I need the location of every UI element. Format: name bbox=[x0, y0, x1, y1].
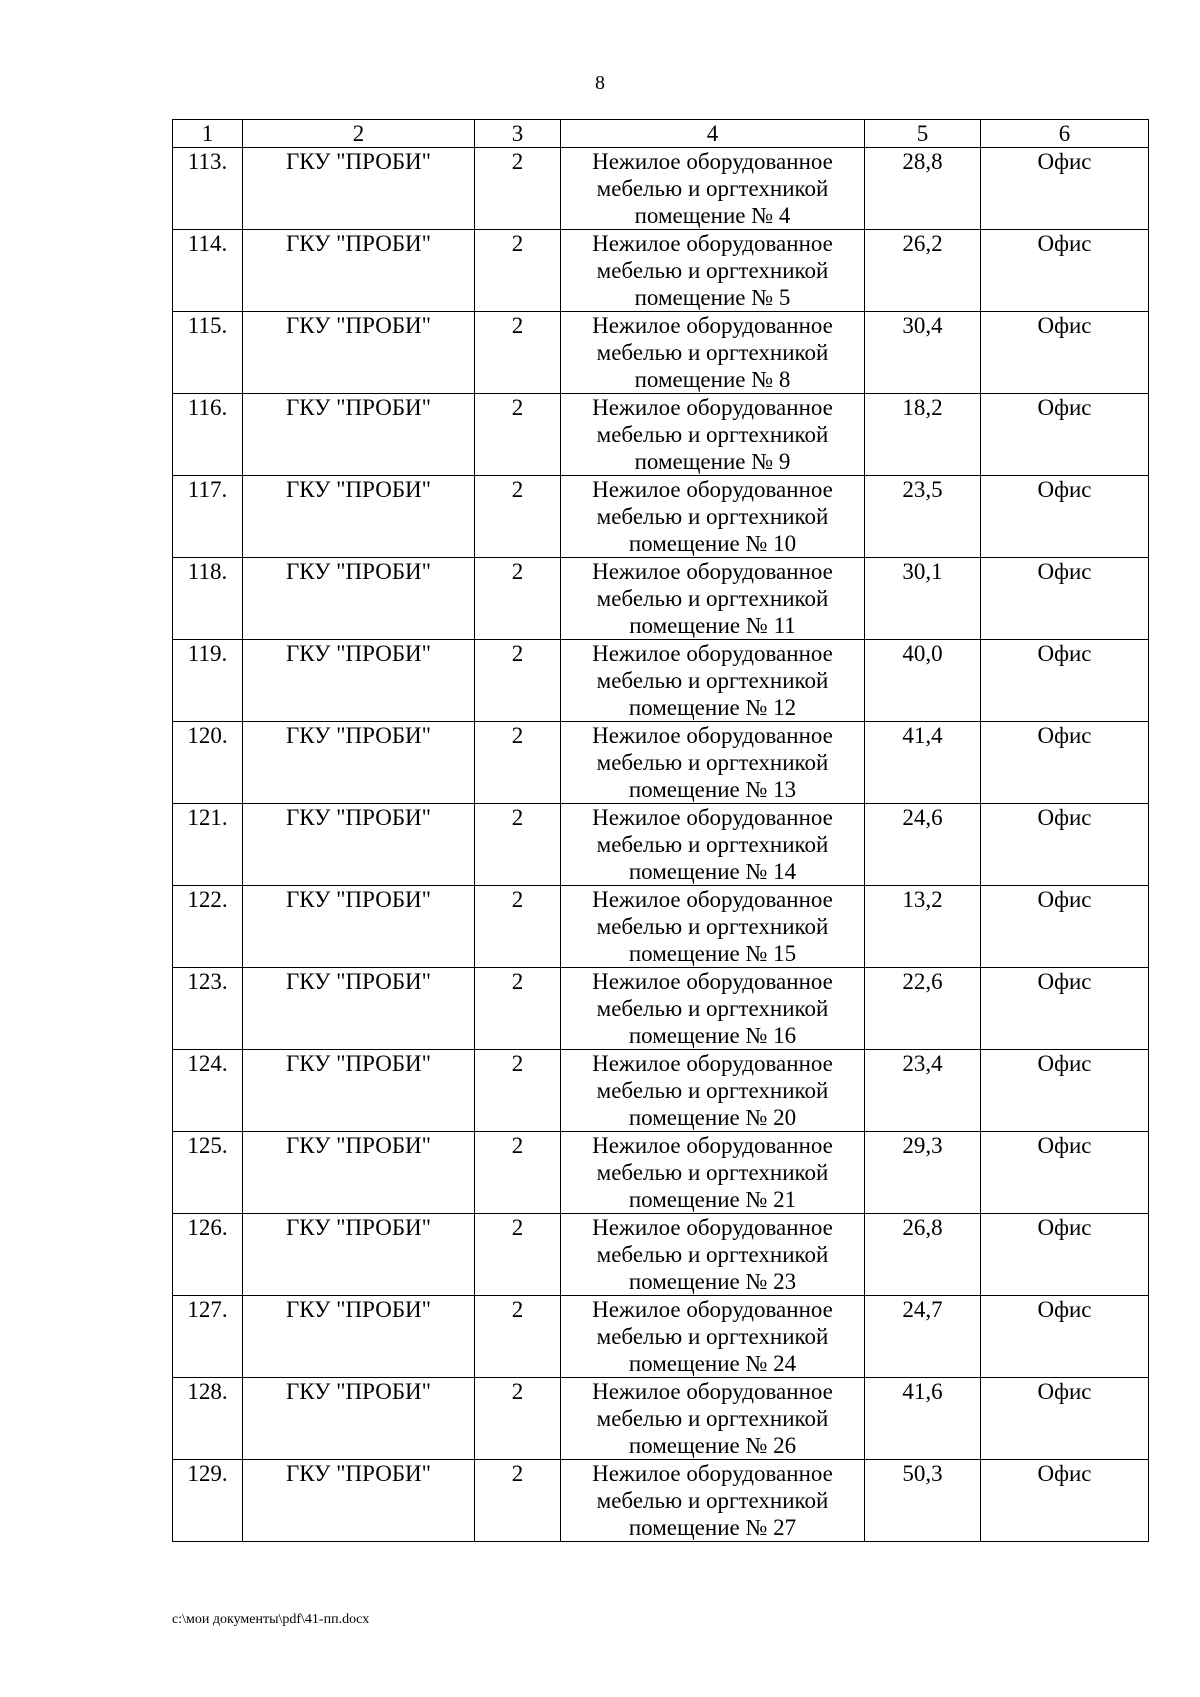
table-row bbox=[173, 640, 1149, 722]
area-cell: 30,4 bbox=[865, 312, 981, 394]
table-row bbox=[173, 558, 1149, 640]
description-line: помещение № 16 bbox=[628, 1023, 797, 1048]
description-line: мебелью и оргтехникой bbox=[596, 1406, 829, 1431]
description-cell bbox=[561, 312, 865, 394]
usage-cell: Офис bbox=[981, 476, 1149, 558]
description-cell bbox=[561, 1132, 865, 1214]
organization-cell: ГКУ "ПРОБИ" bbox=[243, 1214, 475, 1296]
floor-cell: 2 bbox=[475, 230, 561, 312]
area-cell: 23,5 bbox=[865, 476, 981, 558]
description-line: помещение № 10 bbox=[628, 531, 797, 556]
description-cell bbox=[561, 804, 865, 886]
area-cell: 30,1 bbox=[865, 558, 981, 640]
organization-cell: ГКУ "ПРОБИ" bbox=[243, 394, 475, 476]
usage-cell: Офис bbox=[981, 1296, 1149, 1378]
area-cell: 50,3 bbox=[865, 1460, 981, 1542]
description-line: Нежилое оборудованное bbox=[592, 559, 833, 584]
area-cell: 26,8 bbox=[865, 1214, 981, 1296]
area-cell: 24,6 bbox=[865, 804, 981, 886]
page-number: 8 bbox=[595, 72, 605, 94]
description-line: мебелью и оргтехникой bbox=[596, 1242, 829, 1267]
organization-cell: ГКУ "ПРОБИ" bbox=[243, 886, 475, 968]
row-number: 113. bbox=[173, 148, 243, 230]
description-cell bbox=[561, 476, 865, 558]
table-row bbox=[173, 886, 1149, 968]
description-cell bbox=[561, 394, 865, 476]
row-number: 115. bbox=[173, 312, 243, 394]
column-header: 2 bbox=[243, 120, 475, 148]
description-line: Нежилое оборудованное bbox=[592, 1133, 833, 1158]
table-row bbox=[173, 394, 1149, 476]
floor-cell: 2 bbox=[475, 804, 561, 886]
description-line: Нежилое оборудованное bbox=[592, 723, 833, 748]
area-cell: 24,7 bbox=[865, 1296, 981, 1378]
table-row bbox=[173, 1050, 1149, 1132]
table-row bbox=[173, 1214, 1149, 1296]
description-line: помещение № 20 bbox=[628, 1105, 797, 1130]
floor-cell: 2 bbox=[475, 968, 561, 1050]
organization-cell: ГКУ "ПРОБИ" bbox=[243, 1132, 475, 1214]
floor-cell: 2 bbox=[475, 1050, 561, 1132]
description-cell bbox=[561, 722, 865, 804]
area-cell: 41,6 bbox=[865, 1378, 981, 1460]
usage-cell: Офис bbox=[981, 1050, 1149, 1132]
organization-cell: ГКУ "ПРОБИ" bbox=[243, 148, 475, 230]
table-row bbox=[173, 968, 1149, 1050]
description-line: Нежилое оборудованное bbox=[592, 1215, 833, 1240]
usage-cell: Офис bbox=[981, 722, 1149, 804]
organization-cell: ГКУ "ПРОБИ" bbox=[243, 968, 475, 1050]
floor-cell: 2 bbox=[475, 394, 561, 476]
description-line: Нежилое оборудованное bbox=[592, 1051, 833, 1076]
description-line: помещение № 26 bbox=[628, 1433, 797, 1458]
usage-cell: Офис bbox=[981, 804, 1149, 886]
row-number: 128. bbox=[173, 1378, 243, 1460]
usage-cell: Офис bbox=[981, 148, 1149, 230]
description-line: мебелью и оргтехникой bbox=[596, 586, 829, 611]
description-cell bbox=[561, 640, 865, 722]
description-line: Нежилое оборудованное bbox=[592, 887, 833, 912]
row-number: 116. bbox=[173, 394, 243, 476]
description-line: мебелью и оргтехникой bbox=[596, 1160, 829, 1185]
column-header: 6 bbox=[981, 120, 1149, 148]
table-row bbox=[173, 1460, 1149, 1542]
row-number: 121. bbox=[173, 804, 243, 886]
description-line: помещение № 5 bbox=[634, 285, 791, 310]
usage-cell: Офис bbox=[981, 1460, 1149, 1542]
floor-cell: 2 bbox=[475, 1296, 561, 1378]
table-row bbox=[173, 1296, 1149, 1378]
usage-cell: Офис bbox=[981, 230, 1149, 312]
description-line: помещение № 12 bbox=[628, 695, 797, 720]
usage-cell: Офис bbox=[981, 1378, 1149, 1460]
area-cell: 40,0 bbox=[865, 640, 981, 722]
description-line: мебелью и оргтехникой bbox=[596, 504, 829, 529]
row-number: 122. bbox=[173, 886, 243, 968]
usage-cell: Офис bbox=[981, 1132, 1149, 1214]
area-cell: 23,4 bbox=[865, 1050, 981, 1132]
column-header: 1 bbox=[173, 120, 243, 148]
area-cell: 26,2 bbox=[865, 230, 981, 312]
floor-cell: 2 bbox=[475, 1378, 561, 1460]
area-cell: 13,2 bbox=[865, 886, 981, 968]
table-row bbox=[173, 230, 1149, 312]
area-cell: 41,4 bbox=[865, 722, 981, 804]
description-line: помещение № 13 bbox=[628, 777, 797, 802]
organization-cell: ГКУ "ПРОБИ" bbox=[243, 558, 475, 640]
area-cell: 22,6 bbox=[865, 968, 981, 1050]
table-row bbox=[173, 722, 1149, 804]
column-header: 4 bbox=[561, 120, 865, 148]
description-line: Нежилое оборудованное bbox=[592, 641, 833, 666]
usage-cell: Офис bbox=[981, 394, 1149, 476]
organization-cell: ГКУ "ПРОБИ" bbox=[243, 1050, 475, 1132]
floor-cell: 2 bbox=[475, 558, 561, 640]
description-line: мебелью и оргтехникой bbox=[596, 1324, 829, 1349]
usage-cell: Офис bbox=[981, 640, 1149, 722]
table-row bbox=[173, 1132, 1149, 1214]
description-line: помещение № 8 bbox=[634, 367, 791, 392]
row-number: 123. bbox=[173, 968, 243, 1050]
floor-cell: 2 bbox=[475, 722, 561, 804]
floor-cell: 2 bbox=[475, 476, 561, 558]
description-line: мебелью и оргтехникой bbox=[596, 1488, 829, 1513]
floor-cell: 2 bbox=[475, 640, 561, 722]
description-line: помещение № 24 bbox=[628, 1351, 797, 1376]
description-line: мебелью и оргтехникой bbox=[596, 340, 829, 365]
description-line: Нежилое оборудованное bbox=[592, 395, 833, 420]
table-row bbox=[173, 476, 1149, 558]
floor-cell: 2 bbox=[475, 1132, 561, 1214]
description-line: мебелью и оргтехникой bbox=[596, 750, 829, 775]
table-row bbox=[173, 804, 1149, 886]
description-line: мебелью и оргтехникой bbox=[596, 176, 829, 201]
column-header: 5 bbox=[865, 120, 981, 148]
description-line: мебелью и оргтехникой bbox=[596, 258, 829, 283]
row-number: 124. bbox=[173, 1050, 243, 1132]
description-cell bbox=[561, 1460, 865, 1542]
description-cell bbox=[561, 1296, 865, 1378]
table-row bbox=[173, 1378, 1149, 1460]
description-cell bbox=[561, 148, 865, 230]
organization-cell: ГКУ "ПРОБИ" bbox=[243, 312, 475, 394]
description-line: Нежилое оборудованное bbox=[592, 805, 833, 830]
area-cell: 29,3 bbox=[865, 1132, 981, 1214]
description-line: Нежилое оборудованное bbox=[592, 1379, 833, 1404]
description-cell bbox=[561, 558, 865, 640]
floor-cell: 2 bbox=[475, 312, 561, 394]
description-line: помещение № 4 bbox=[634, 203, 791, 228]
description-line: мебелью и оргтехникой bbox=[596, 996, 829, 1021]
description-cell bbox=[561, 968, 865, 1050]
footer-file-path: c:\мои документы\pdf\41-пп.docx bbox=[172, 1612, 370, 1627]
description-cell bbox=[561, 1050, 865, 1132]
description-cell bbox=[561, 1214, 865, 1296]
organization-cell: ГКУ "ПРОБИ" bbox=[243, 230, 475, 312]
table-header-row bbox=[173, 120, 1149, 148]
row-number: 120. bbox=[173, 722, 243, 804]
organization-cell: ГКУ "ПРОБИ" bbox=[243, 1296, 475, 1378]
usage-cell: Офис bbox=[981, 886, 1149, 968]
table-row bbox=[173, 312, 1149, 394]
description-cell bbox=[561, 886, 865, 968]
description-line: Нежилое оборудованное bbox=[592, 149, 833, 174]
description-line: помещение № 11 bbox=[629, 613, 796, 638]
organization-cell: ГКУ "ПРОБИ" bbox=[243, 804, 475, 886]
description-line: помещение № 9 bbox=[634, 449, 791, 474]
description-line: Нежилое оборудованное bbox=[592, 969, 833, 994]
description-line: Нежилое оборудованное bbox=[592, 477, 833, 502]
area-cell: 28,8 bbox=[865, 148, 981, 230]
description-line: Нежилое оборудованное bbox=[592, 313, 833, 338]
usage-cell: Офис bbox=[981, 968, 1149, 1050]
description-line: помещение № 15 bbox=[628, 941, 797, 966]
description-line: помещение № 14 bbox=[628, 859, 797, 884]
description-line: мебелью и оргтехникой bbox=[596, 914, 829, 939]
table-body bbox=[173, 148, 1149, 1542]
column-header: 3 bbox=[475, 120, 561, 148]
row-number: 117. bbox=[173, 476, 243, 558]
floor-cell: 2 bbox=[475, 1460, 561, 1542]
row-number: 125. bbox=[173, 1132, 243, 1214]
description-line: помещение № 23 bbox=[628, 1269, 797, 1294]
row-number: 126. bbox=[173, 1214, 243, 1296]
organization-cell: ГКУ "ПРОБИ" bbox=[243, 1378, 475, 1460]
table-row bbox=[173, 148, 1149, 230]
floor-cell: 2 bbox=[475, 886, 561, 968]
row-number: 118. bbox=[173, 558, 243, 640]
description-line: Нежилое оборудованное bbox=[592, 231, 833, 256]
row-number: 114. bbox=[173, 230, 243, 312]
description-line: мебелью и оргтехникой bbox=[596, 422, 829, 447]
floor-cell: 2 bbox=[475, 148, 561, 230]
organization-cell: ГКУ "ПРОБИ" bbox=[243, 476, 475, 558]
description-line: помещение № 27 bbox=[628, 1515, 797, 1540]
description-cell bbox=[561, 230, 865, 312]
description-line: Нежилое оборудованное bbox=[592, 1461, 833, 1486]
usage-cell: Офис bbox=[981, 312, 1149, 394]
usage-cell: Офис bbox=[981, 1214, 1149, 1296]
description-line: Нежилое оборудованное bbox=[592, 1297, 833, 1322]
description-line: мебелью и оргтехникой bbox=[596, 668, 829, 693]
description-cell bbox=[561, 1378, 865, 1460]
row-number: 119. bbox=[173, 640, 243, 722]
floor-cell: 2 bbox=[475, 1214, 561, 1296]
organization-cell: ГКУ "ПРОБИ" bbox=[243, 722, 475, 804]
description-line: мебелью и оргтехникой bbox=[596, 832, 829, 857]
organization-cell: ГКУ "ПРОБИ" bbox=[243, 1460, 475, 1542]
row-number: 129. bbox=[173, 1460, 243, 1542]
area-cell: 18,2 bbox=[865, 394, 981, 476]
description-line: помещение № 21 bbox=[628, 1187, 797, 1212]
usage-cell: Офис bbox=[981, 558, 1149, 640]
premises-table bbox=[172, 119, 1149, 1542]
description-line: мебелью и оргтехникой bbox=[596, 1078, 829, 1103]
organization-cell: ГКУ "ПРОБИ" bbox=[243, 640, 475, 722]
row-number: 127. bbox=[173, 1296, 243, 1378]
